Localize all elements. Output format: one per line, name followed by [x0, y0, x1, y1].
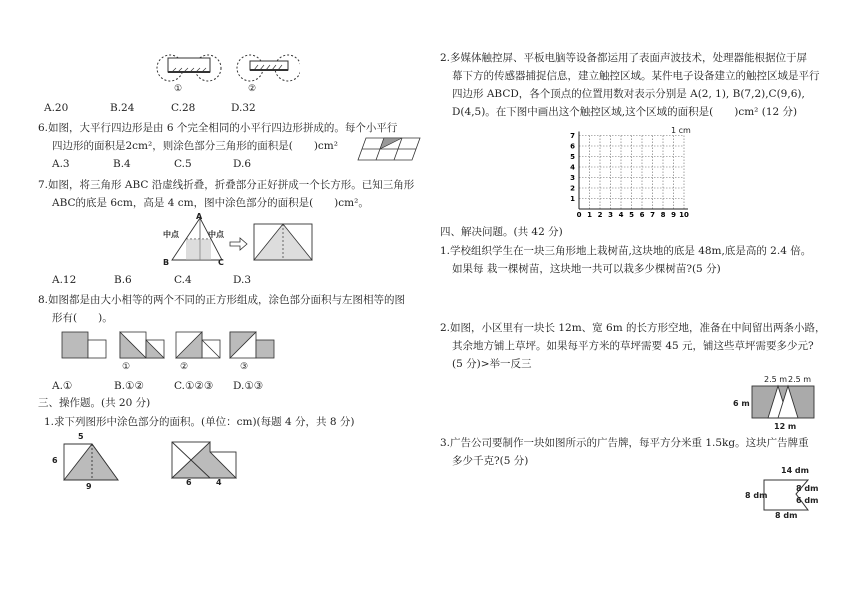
q5-option-a[interactable]: A.20	[44, 102, 69, 114]
r-sec4-q2-line2: 其余地方铺上草坪。如果每平方米的草坪需要 45 元，铺这些草坪需要多少元?	[452, 340, 814, 352]
lawn-bottom-label: 12 m	[774, 422, 797, 431]
q6-option-c[interactable]: C.5	[174, 158, 192, 170]
billboard-bottom-label: 8 dm	[775, 511, 798, 520]
r-q2-text-line1: 2.多媒体触控屏、平板电脑等设备都运用了表面声波技术，处理器能根据位于屏	[440, 52, 808, 64]
r-sec4-q1-line2: 如果每 栽一棵树苗，这块地一共可以栽多少棵树苗?(5 分)	[452, 263, 721, 275]
q7-triangle-figure	[160, 214, 330, 266]
q6-option-a[interactable]: A.3	[52, 158, 70, 170]
coordinate-grid	[565, 123, 705, 223]
q8-option-d[interactable]: D.①③	[233, 380, 264, 392]
grid-y-tick-label: 2	[570, 184, 575, 193]
grid-x-tick-label: 4	[618, 211, 624, 219]
q5-option-d[interactable]: D.32	[231, 102, 256, 114]
q7-vertex-b-label: B	[163, 258, 170, 267]
q6-option-b[interactable]: B.4	[113, 158, 131, 170]
q7-text-line2: ABC的底是 6cm，高是 4 cm，图中涂色部分的面积是( )cm²。	[52, 197, 369, 209]
q6-text-line1: 6.如图，大平行四边形是由 6 个完全相同的小平行四边形拼成的。每个小平行	[38, 122, 398, 134]
r-q2-text-line2: 幕下方的传感器捕捉信息，建立触控区域。某件电子设备建立的触控区域是平行	[452, 70, 820, 82]
sec3-fig1-top-label: 5	[78, 432, 84, 441]
lawn-top-label-1: 2.5 m	[764, 375, 788, 384]
r-q2-text-line4: D(4,5)。在下图中画出这个触控区域,这个区域的面积是( )cm² (12 分)	[452, 106, 798, 118]
q8-option-c[interactable]: C.①②③	[174, 380, 214, 392]
q5-figure-2	[237, 55, 300, 81]
q6-parallelogram-figure	[356, 136, 422, 162]
q7-option-c[interactable]: C.4	[174, 274, 192, 286]
sec3-fig1-trapezoid	[58, 440, 122, 484]
r-sec4-q1-line1: 1.学校组织学生在一块三角形地上栽树苗,这块地的底是 48m,底是高的 2.4 倍。	[440, 245, 812, 257]
q7-option-b[interactable]: B.6	[114, 274, 132, 286]
q7-text-line1: 7.如图，将三角形 ABC 沿虚线折叠，折叠部分正好拼成一个长方形。已知三角形	[38, 179, 415, 191]
q7-vertex-a-label: A	[196, 212, 203, 221]
grid-x-tick-label: 9	[671, 211, 676, 219]
q8-text-line2: 形有( )。	[52, 312, 113, 324]
q5-figures	[150, 50, 300, 98]
grid-x-tick-label: 3	[608, 211, 613, 219]
lawn-rectangle-figure	[748, 382, 818, 422]
grid-x-tick-label: 1	[587, 211, 592, 219]
q7-option-a[interactable]: A.12	[52, 274, 77, 286]
grid-y-tick-label: 7	[570, 132, 575, 140]
grid-x-tick-label: 8	[660, 211, 666, 219]
section4-title: 四、解决问题。(共 42 分)	[440, 226, 563, 238]
r-sec4-q2-line3: (5 分)>举一反三	[452, 358, 532, 370]
grid-x-tick-label: 2	[597, 211, 603, 219]
q7-midpoint-left-label: 中点	[163, 230, 179, 239]
q7-midpoint-right-label: 中点	[208, 230, 224, 239]
grid-y-tick-label: 1	[570, 195, 575, 203]
sec3-fig2-bottom-label-1: 6	[186, 478, 192, 487]
r-sec4-q3-line2: 多少千克?(5 分)	[452, 455, 529, 467]
q5-figure-1	[157, 55, 221, 81]
sec3-fig1-bottom-label: 9	[86, 482, 92, 491]
grid-x-tick-label: 6	[639, 211, 645, 219]
q8-squares-figure	[60, 328, 280, 362]
q7-option-d[interactable]: D.3	[233, 274, 252, 286]
sec3-q1-text: 1.求下列图形中涂色部分的面积。(单位：cm)(每题 4 分，共 8 分)	[44, 416, 355, 428]
r-sec4-q2-line1: 2.如图，小区里有一块长 12m、宽 6m 的长方形空地，准备在中间留出两条小路，	[440, 322, 826, 334]
r-sec4-q3-line1: 3.广告公司要制作一块如图所示的广告牌，每平方分米重 1.5kg。这块广告牌重	[440, 437, 809, 449]
section3-title: 三、操作题。(共 20 分)	[38, 397, 151, 409]
q6-text-line2: 四边形的面积是2cm²，则涂色部分三角形的面积是( )cm²	[52, 140, 338, 152]
q8-option-a[interactable]: A.①	[52, 380, 73, 392]
lawn-left-label: 6 m	[733, 399, 750, 408]
q5-option-b[interactable]: B.24	[110, 102, 135, 114]
grid-unit-label: 1 cm	[671, 126, 691, 135]
billboard-right-label-1: 8 dm	[796, 484, 819, 493]
q8-figure-3-label: ③	[240, 362, 249, 372]
q5-figure-1-label: ①	[174, 84, 183, 94]
grid-y-tick-label: 4	[570, 163, 575, 172]
sec3-fig2-bottom-label-2: 4	[216, 478, 222, 487]
q8-figure-1-label: ①	[122, 362, 131, 372]
billboard-figure	[760, 474, 820, 516]
q8-option-b[interactable]: B.①②	[114, 380, 144, 392]
q7-vertex-c-label: C	[218, 258, 224, 267]
sec3-fig1-left-label: 6	[52, 456, 58, 465]
grid-x-tick-label: 5	[629, 211, 634, 219]
q8-figure-2-label: ②	[180, 362, 189, 372]
q8-text-line1: 8.如图都是由大小相等的两个不同的正方形组成，涂色部分面积与左图相等的图	[38, 294, 406, 306]
billboard-top-label: 14 dm	[781, 466, 809, 475]
grid-x-tick-label: 10	[679, 211, 689, 219]
billboard-left-label: 8 dm	[745, 491, 768, 500]
grid-x-tick-label: 7	[650, 211, 655, 219]
grid-y-tick-label: 6	[570, 142, 575, 151]
sec3-fig2-squares	[170, 440, 242, 480]
q5-option-c[interactable]: C.28	[171, 102, 196, 114]
r-q2-text-line3: 四边形 ABCD，各个顶点的位置用数对表示分别是 A(2, 1), B(7,2),C(9,6),	[452, 88, 805, 100]
lawn-top-label-2: 2.5 m	[788, 375, 812, 384]
grid-y-tick-label: 3	[570, 174, 575, 182]
billboard-right-label-2: 6 dm	[796, 496, 819, 505]
grid-x-tick-label: 0	[576, 211, 582, 219]
grid-y-tick-label: 5	[570, 153, 575, 161]
q6-option-d[interactable]: D.6	[233, 158, 252, 170]
q5-figure-2-label: ②	[248, 84, 257, 94]
